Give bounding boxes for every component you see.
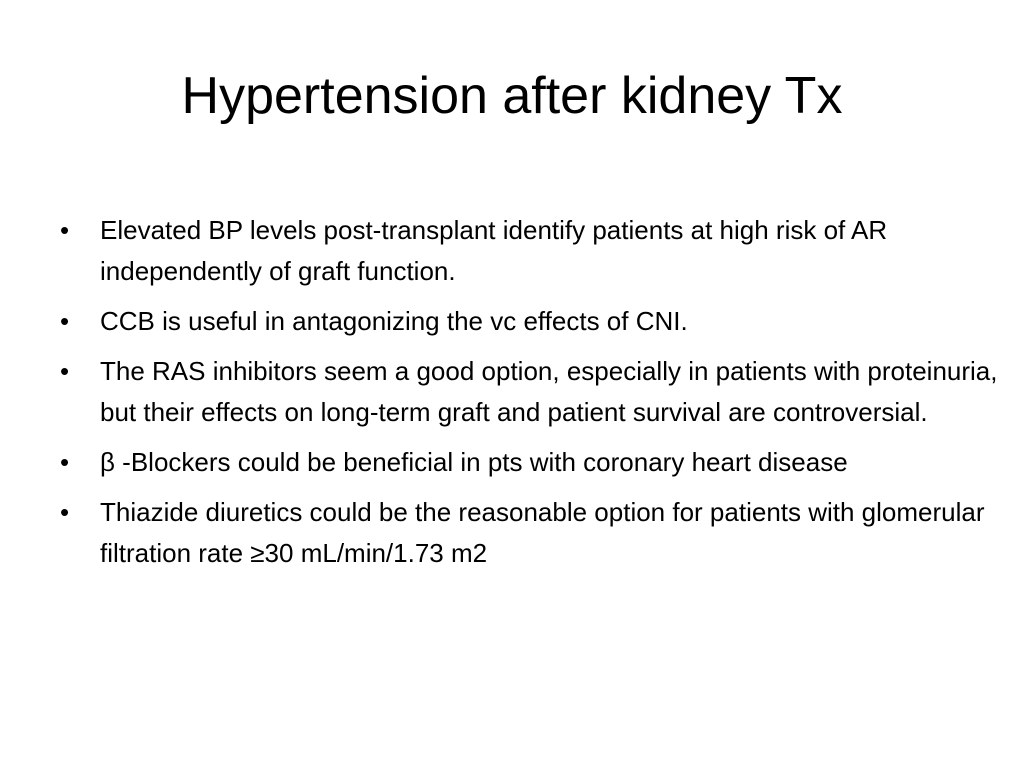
bullet-item	[60, 210, 1005, 292]
bullet-dot-icon: •	[60, 497, 70, 527]
bullet-item	[60, 351, 1005, 433]
bullet-text: CCB is useful in antagonizing the vc effects of CNI.	[100, 306, 688, 336]
bullet-item	[60, 492, 1005, 574]
bullet-list	[60, 210, 1005, 583]
bullet-text: β -Blockers could be beneficial in pts with coronary heart disease	[100, 447, 848, 477]
bullet-text: Thiazide diuretics could be the reasonable option for patients with glomerular filtration rate ≥30 mL/min/1.73 m2	[100, 497, 985, 568]
bullet-dot-icon: •	[60, 356, 70, 386]
bullet-dot-icon: •	[60, 215, 70, 245]
bullet-item	[60, 442, 1005, 483]
bullet-text: The RAS inhibitors seem a good option, especially in patients with proteinuria, but their effects on long-term graft and patient survival are controversial.	[100, 356, 998, 427]
bullet-dot-icon: •	[60, 447, 70, 477]
bullet-text: Elevated BP levels post-transplant identify patients at high risk of AR independently of graft function.	[100, 215, 888, 286]
bullet-item	[60, 301, 1005, 342]
bullet-dot-icon: •	[60, 306, 70, 336]
slide-title: Hypertension after kidney Tx	[181, 67, 843, 125]
